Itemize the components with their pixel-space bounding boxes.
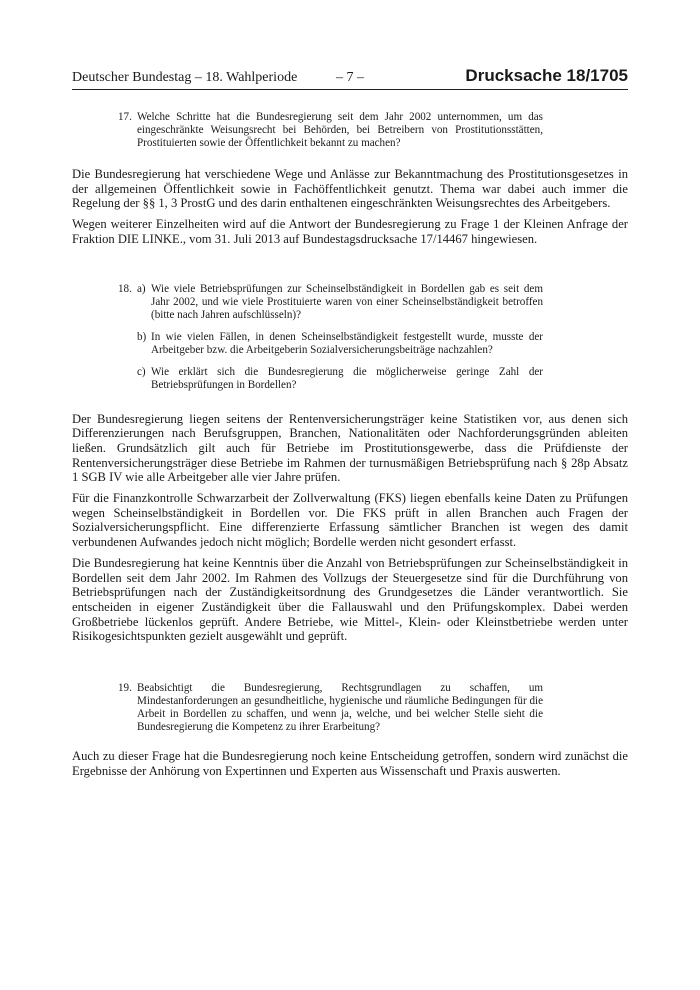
subquestion-text: Wie erklärt sich die Bundesregierung die möglicherweise geringe Zahl der Betriebsprüfungen in Bordellen? <box>151 365 543 391</box>
question-text: Beabsichtigt die Bundesregierung, Rechtsgrundlagen zu schaffen, um Mindestanforderungen an gesundheitliche, hygienische und räumliche Bedingungen für die Arbeit in Bordellen zu schaffen, und wenn ja, welche, und bei welcher Stelle sieht die Bundesregierung die Kompetenz zu ihrer Erarbeitung? <box>137 682 543 734</box>
subquestion-text: Wie viele Betriebsprüfungen zur Scheinselbständigkeit in Bordellen gab es seit dem Jahr 2002, und wie viele Prostituierte waren von einer Scheinselbständigkeit betroffen (bitte nach Jahren aufschlüsseln)? <box>151 282 543 321</box>
answer-18-paragraph-3: Die Bundesregierung hat keine Kenntnis über die Anzahl von Betriebsprüfungen zur Scheinselbständigkeit in Bordellen seit dem Jahr 2002. Im Rahmen des Vollzugs der Steuergesetze sind für die Durchführung von Betriebsprüfungen nach der Zuständigkeitsordnung des Grundgesetzes die Länder verantwortlich. Sie entscheiden in eigener Zuständigkeit über die Fallauswahl und den Prüfungskomplex. Dabei werden Großbetriebe lückenlos geprüft. Andere Betriebe, wie Mittel-, Klein- oder Kleinstbetriebe werden unter Risikogesichtspunkten gezielt ausgewählt und geprüft. <box>72 555 628 644</box>
subquestion-label: b) <box>137 330 147 343</box>
question-text: Welche Schritte hat die Bundesregierung seit dem Jahr 2002 unternommen, um das eingeschränkte Weisungsrecht bei Behörden, bei Betreibern von Prostitutionsstätten, Prostituierten sowie der Öffentlichkeit bekannt zu machen? <box>137 111 543 149</box>
answer-19-paragraph-1: Auch zu dieser Frage hat die Bundesregierung noch keine Entscheidung getroffen, sondern wird zunächst die Ergebnisse der Anhörung von Expertinnen und Experten aus Wissenschaft und Praxis auswerten. <box>72 749 628 778</box>
question-number: 17. <box>118 111 132 123</box>
question-18-parts <box>137 283 543 392</box>
page-number: – 7 – <box>336 70 364 85</box>
subquestion-label: c) <box>137 365 146 378</box>
header-rule <box>72 89 628 90</box>
question-18b <box>137 331 543 357</box>
document-number <box>465 66 628 86</box>
header-parliament: Deutscher Bundestag – 18. Wahlperiode <box>72 70 298 85</box>
page-body <box>72 111 628 778</box>
answer-18-paragraph-2: Für die Finanzkontrolle Schwarzarbeit der Zollverwaltung (FKS) liegen ebenfalls keine Daten zu Prüfungen wegen Scheinselbständigkeit in Bordellen vor. Die FKS prüft in allen Branchen auch Fragen der Sozialversicherungspflicht. Eine differenzierte Erfassung sämtlicher Branchen ist wegen des damit verbundenen Aufwandes jedoch nicht möglich; Bordelle werden nicht gesondert erfasst. <box>72 491 628 550</box>
answer-18-paragraph-1: Der Bundesregierung liegen seitens der Rentenversicherungsträger keine Statistiken vor, aus denen sich Differenzierungen nach Berufsgruppen, Branchen, Nationalitäten oder Nachforderungsgründen ableiten ließen. Grundsätzlich gilt auch für Betriebe im Prostitutionsgewerbe, dass die Prüfdienste der Rentenversicherungsträger diese Betriebe im Rahmen der turnusmäßigen Betriebsprüfung nach § 28p Absatz 1 SGB IV wie alle Arbeitgeber alle vier Jahre prüfen. <box>72 411 628 485</box>
document-number-value: 1705 <box>590 66 628 85</box>
document-number-prefix: Drucksache 18/ <box>465 66 591 85</box>
question-number: 18. <box>118 282 132 295</box>
answer-17-paragraph-1: Die Bundesregierung hat verschiedene Wege und Anlässe zur Bekanntmachung des Prostitutionsgesetzes in der allgemeinen Öffentlichkeit sowie in Fachöffentlichkeit genutzt. Thema war dabei auch immer die Regelung der §§ 1, 3 ProstG und des darin enthaltenen eingeschränkten Weisungsrechtes des Arbeitgebers. <box>72 167 628 211</box>
page-header <box>72 64 628 88</box>
question-18 <box>118 283 543 392</box>
question-number: 19. <box>118 682 132 695</box>
question-18a <box>137 283 543 322</box>
question-19 <box>118 682 543 734</box>
answer-17-paragraph-2: Wegen weiterer Einzelheiten wird auf die Antwort der Bundesregierung zu Frage 1 der Kleinen Anfrage der Fraktion DIE LINKE., vom 31. Juli 2013 auf Bundestagsdrucksache 17/14467 hingewiesen. <box>72 217 628 246</box>
subquestion-text: In wie vielen Fällen, in denen Scheinselbständigkeit festgestellt wurde, musste der Arbeitgeber bzw. die Arbeitgeberin Sozialversicherungsbeiträge nachzahlen? <box>151 330 543 356</box>
question-17 <box>118 111 543 150</box>
question-18c <box>137 366 543 392</box>
subquestion-label: a) <box>137 282 146 295</box>
